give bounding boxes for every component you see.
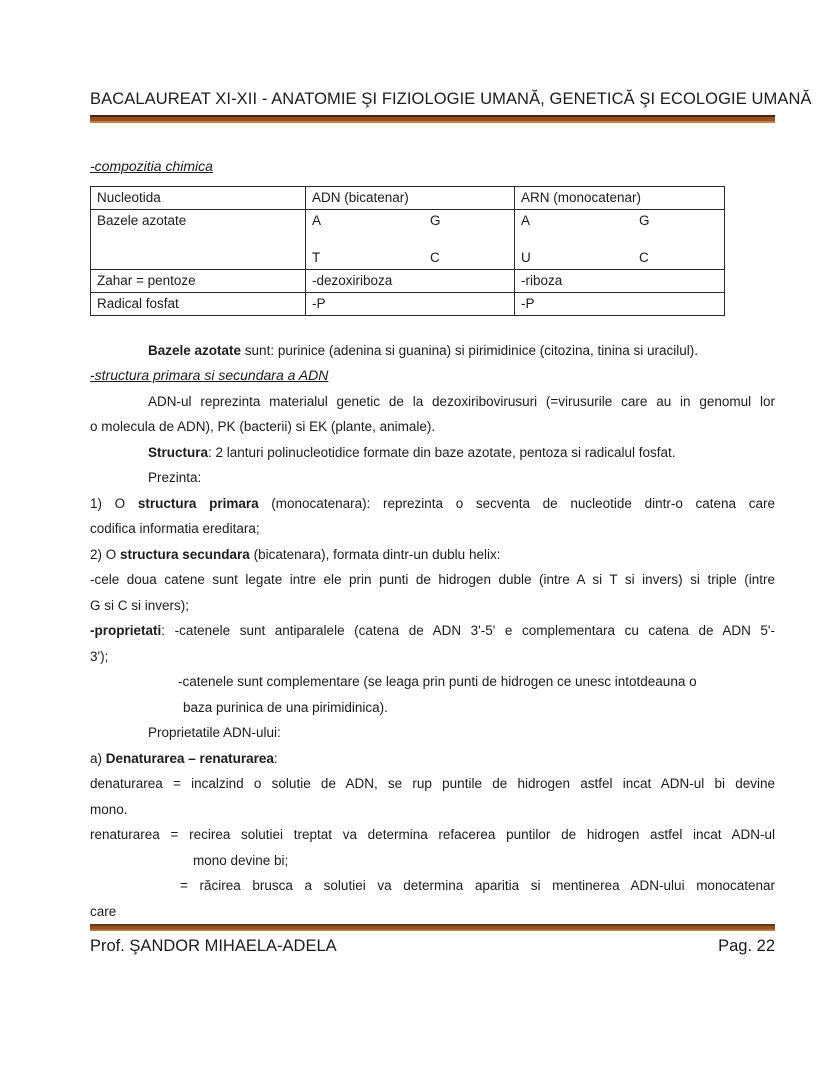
- paragraph-proprietati-line2: 3');: [90, 648, 109, 664]
- paragraph-cele-line2: G si C si invers);: [90, 597, 190, 613]
- item2-rest: (bicatenara), formata dintr-un dublu helix:: [249, 546, 501, 562]
- table-row-zahar: [91, 269, 725, 292]
- table-row-header: [91, 186, 725, 209]
- cell-bases-adn: [306, 209, 515, 269]
- cell-zahar-adn: -dezoxiriboza: [306, 269, 515, 292]
- proprietati-rest: : -catenele sunt antiparalele (catena de ADN 3'-5' e complementara cu catena de ADN 5'-: [161, 623, 775, 638]
- item1-pre: 1) O: [90, 495, 138, 511]
- denat-bold: Denaturarea – renaturarea: [105, 750, 274, 766]
- paragraph-prezinta: Prezinta:: [148, 470, 202, 485]
- footer-author: Prof. ŞANDOR MIHAELA-ADELA: [90, 937, 337, 955]
- paragraph-adn-line1: ADN-ul reprezinta materialul genetic de la dezoxiribovirusuri (=virusurile care au in genomul lor: [148, 393, 775, 409]
- section-heading-structura: -structura primara si secundara a ADN: [90, 367, 329, 383]
- paragraph-proprietati-line1: [90, 618, 775, 644]
- cell-fosfat-adn: -P: [306, 292, 515, 315]
- base-gap: [312, 231, 508, 248]
- cell-zahar-label: Zahar = pentoze: [91, 269, 306, 292]
- cell-fosfat-label: Radical fosfat: [91, 292, 306, 315]
- footer-rule: [90, 924, 775, 931]
- page-footer: [90, 933, 775, 959]
- base-arn-c: C: [639, 249, 649, 265]
- base-arn-g: G: [639, 212, 650, 228]
- paragraph-renaturarea-line1: renaturarea = recirea solutiei treptat va determina refacerea puntilor de hidrogen astfel incat ADN-ul: [90, 827, 775, 842]
- paragraph-item1-line2: codifica informatia ereditara;: [90, 521, 260, 536]
- arn-bases-bottom: [521, 248, 718, 268]
- base-arn-a: A: [521, 212, 531, 228]
- cell-bases-label: Bazele azotate: [91, 209, 306, 269]
- base-gap: [521, 231, 718, 248]
- paragraph-proprietatile: Proprietatile ADN-ului:: [148, 725, 281, 740]
- proprietati-bold: -proprietati: [90, 623, 162, 638]
- item1-bold: structura primara: [137, 495, 259, 511]
- base-adn-g: G: [430, 212, 441, 228]
- cell-adn-header: ADN (bicatenar): [306, 186, 515, 209]
- structura-bold: Structura: [148, 444, 209, 460]
- paragraph-adn-line2: o molecula de ADN), PK (bacterii) si EK (plante, animale).: [90, 419, 436, 434]
- section-heading-compozitia: -compozitia chimica: [90, 158, 213, 174]
- table-row-bases: [91, 209, 725, 269]
- paragraph-renaturarea-line2: mono devine bi;: [193, 852, 289, 868]
- bazele-rest: sunt: purinice (adenina si guanina) si pirimidinice (citozina, tinina si uracilul).: [241, 342, 699, 358]
- nucleotide-table: [90, 186, 725, 316]
- paragraph-bazele: [90, 338, 775, 364]
- paragraph-catenele-line2: baza purinica de una pirimidinica).: [183, 699, 388, 715]
- cell-bases-arn: [515, 209, 725, 269]
- cell-nucleotida: Nucleotida: [91, 186, 306, 209]
- denat-pre: a): [90, 750, 106, 766]
- item2-bold: structura secundara: [120, 546, 250, 562]
- paragraph-denaturarea-heading: [90, 746, 775, 772]
- structura-rest: : 2 lanturi polinucleotidice formate din baze azotate, pentoza si radicalul fosfat.: [208, 444, 676, 460]
- doc-title: BACALAUREAT XI-XII - ANATOMIE ŞI FIZIOLOGIE UMANĂ, GENETICĂ ŞI ECOLOGIE UMANĂ: [90, 90, 812, 108]
- base-arn-u: U: [521, 249, 531, 265]
- table-row-fosfat: [91, 292, 725, 315]
- header-rule: [90, 115, 775, 123]
- footer-page-number: Pag. 22: [718, 937, 775, 955]
- paragraph-denaturarea-line1: denaturarea = incalzind o solutie de ADN, se rup puntile de hidrogen astfel incat ADN-ul bi devine: [90, 776, 775, 791]
- adn-bases-bottom: [312, 248, 508, 268]
- base-adn-t: T: [312, 249, 321, 265]
- paragraph-catenele-line1: -catenele sunt complementare (se leaga prin punti de hidrogen ce unesc intotdeauna o: [178, 674, 697, 689]
- paragraph-denaturarea-line2: mono.: [90, 801, 128, 817]
- cell-arn-header: ARN (monocatenar): [515, 186, 725, 209]
- body-text: [90, 338, 775, 925]
- item2-pre: 2) O: [90, 546, 121, 562]
- cell-zahar-arn: -riboza: [515, 269, 725, 292]
- paragraph-structura: [90, 440, 775, 466]
- paragraph-item2: [90, 542, 775, 568]
- denat-rest: :: [273, 750, 278, 766]
- paragraph-cele-line1: -cele doua catene sunt legate intre ele prin punti de hidrogen duble (intre A si T si invers) si triple (intre: [90, 572, 775, 587]
- base-adn-a: A: [312, 212, 322, 228]
- paragraph-item1-line1: [90, 491, 775, 517]
- paragraph-racirea-line1: = răcirea brusca a solutiei va determina aparitia si mentinerea ADN-ului monocatenar: [180, 878, 775, 893]
- item1-rest: (monocatenara): reprezinta o secventa de nucleotide dintr-o catena care: [258, 495, 775, 511]
- cell-fosfat-arn: -P: [515, 292, 725, 315]
- arn-bases-top: [521, 211, 718, 231]
- bazele-bold: Bazele azotate: [148, 342, 242, 358]
- adn-bases-top: [312, 211, 508, 231]
- base-adn-c: C: [430, 249, 440, 265]
- paragraph-racirea-line2: care: [90, 903, 117, 919]
